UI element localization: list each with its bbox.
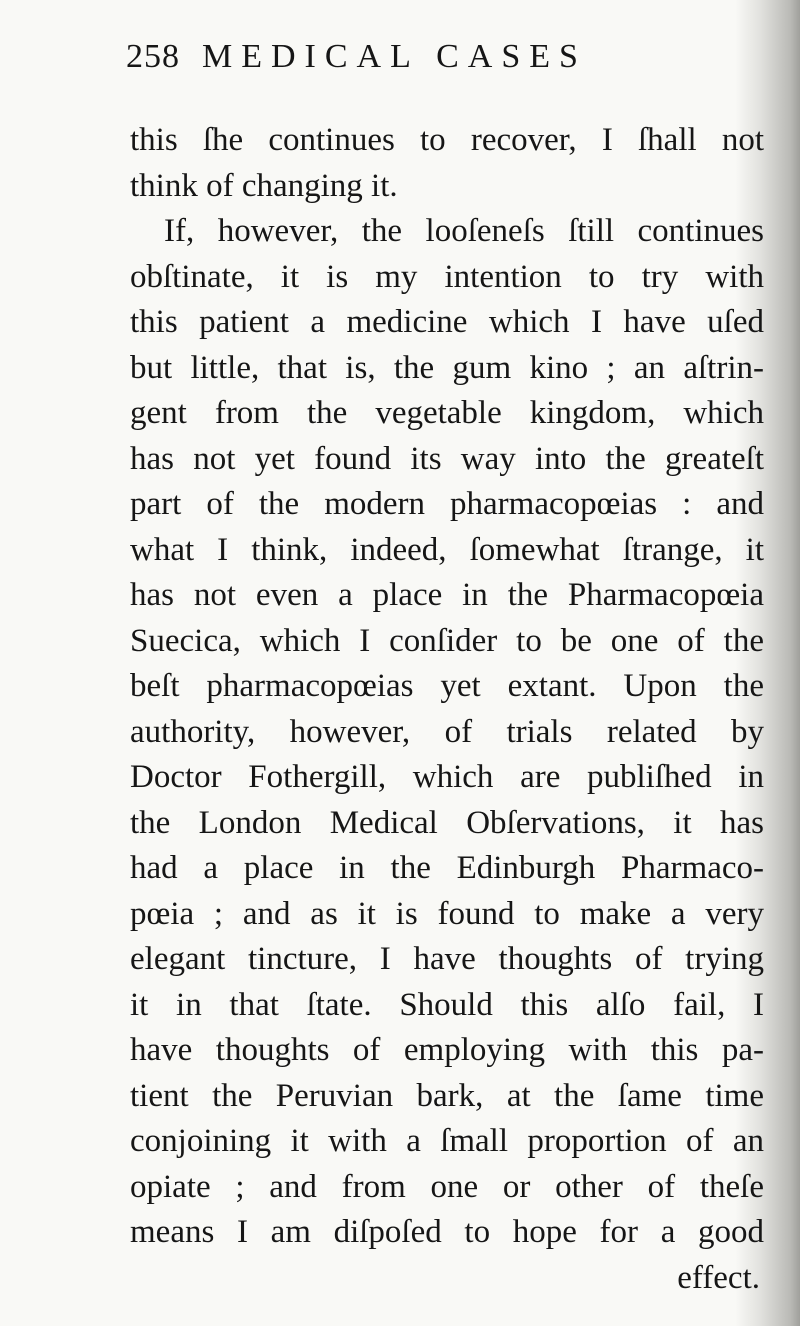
text-line: elegant tincture, I have thoughts of trying	[130, 941, 764, 977]
text-line: Suecica, which I conſider to be one of the	[130, 622, 764, 659]
text-line: think of changing it.	[130, 167, 398, 204]
text-line: gent from the vegetable kingdom, which	[130, 395, 764, 431]
text-line: conjoining it with a ſmall proportion of an	[130, 1123, 764, 1159]
text-line: authority, however, of trials related by	[130, 713, 764, 750]
text-line: means I am diſpoſed to hope for a good	[130, 1214, 764, 1250]
text-line: obſtinate, it is my intention to try with	[130, 258, 764, 295]
text-line: this patient a medicine which I have uſed	[130, 304, 764, 340]
text-line: what I think, indeed, ſomewhat ſtrange, it	[130, 531, 764, 568]
running-head-title: MEDICAL CASES	[202, 38, 587, 75]
text-line: has not yet found its way into the greateſt	[130, 440, 764, 477]
text-line: this ſhe continues to recover, I ſhall not	[130, 122, 764, 158]
text-line: tient the Peruvian bark, at the ſame time	[130, 1077, 764, 1114]
text-line: If, however, the looſeneſs ſtill continues	[164, 213, 764, 249]
text-line: pœia ; and as it is found to make a very	[130, 895, 764, 932]
text-line: opiate ; and from one or other of theſe	[130, 1168, 764, 1205]
text-line: beſt pharmacopœias yet extant. Upon the	[130, 668, 764, 704]
page-number: 258	[126, 38, 180, 75]
text-line: but little, that is, the gum kino ; an aſtrin-	[130, 349, 764, 386]
text-line: it in that ſtate. Should this alſo fail, I	[130, 986, 764, 1023]
text-line: effect.	[677, 1259, 760, 1296]
running-header	[126, 38, 766, 84]
text-line: part of the modern pharmacopœias : and	[130, 486, 764, 522]
text-line: had a place in the Edinburgh Pharmaco-	[130, 850, 764, 886]
text-line: have thoughts of employing with this pa-	[130, 1032, 764, 1068]
text-line: Doctor Fothergill, which are publiſhed in	[130, 759, 764, 795]
text-line: the London Medical Obſervations, it has	[130, 804, 764, 841]
body-text	[130, 118, 764, 1301]
text-line: has not even a place in the Pharmacopœia	[130, 577, 764, 613]
